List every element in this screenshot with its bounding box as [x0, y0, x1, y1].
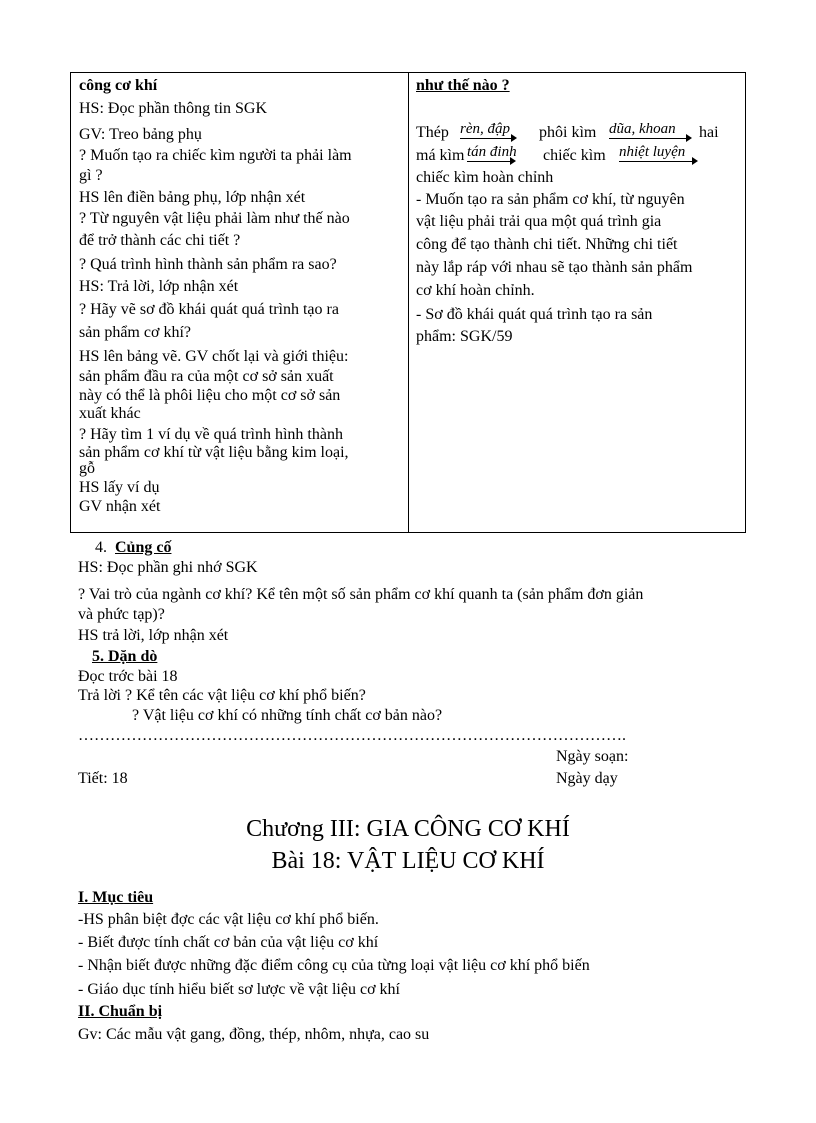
homework-line: Đọc trớc bài 18 [78, 668, 178, 685]
lesson-title: Bài 18: VẬT LIỆU CƠ KHÍ [271, 848, 545, 874]
teach-date-label: Ngày dạy [556, 770, 618, 787]
left-line: HS lấy ví dụ [79, 479, 160, 496]
flow-text: Thép [416, 124, 449, 141]
arrow-head-icon [510, 157, 516, 165]
left-line: gỗ [79, 460, 95, 477]
left-line: ? Muốn tạo ra chiếc kìm người ta phải làm [79, 147, 352, 164]
consolidation-line: và phức tạp)? [78, 606, 165, 623]
flow-text: chiếc kìm [543, 147, 606, 164]
period-label: Tiết: 18 [78, 770, 128, 787]
flow-arrow [467, 161, 511, 162]
flow-arrow [619, 161, 693, 162]
consolidation-heading: Củng cố [115, 539, 172, 556]
flow-text: hai [699, 124, 719, 141]
left-line: sản phẩm cơ khí? [79, 324, 191, 341]
flow-step-label: nhiệt luyện [619, 144, 686, 160]
flow-text: chiếc kìm hoàn chỉnh [416, 169, 554, 186]
left-line: ? Hãy vẽ sơ đồ khái quát quá trình tạo ra [79, 301, 339, 318]
consolidation-line: HS trả lời, lớp nhận xét [78, 627, 229, 644]
flow-text: phôi kìm [539, 124, 597, 141]
left-line: GV nhận xét [79, 498, 161, 515]
homework-line: ? Vật liệu cơ khí có những tính chất cơ bản nào? [132, 707, 443, 724]
left-line: ? Hãy tìm 1 ví dụ về quá trình hình thành [79, 426, 343, 443]
left-line: sản phẩm đầu ra của một cơ sở sản xuất [79, 368, 334, 385]
flow-step-label: tán đinh [467, 144, 517, 160]
consolidation-number: 4. [95, 539, 107, 556]
left-heading: công cơ khí [79, 77, 158, 94]
objective-item: -HS phân biệt đợc các vật liệu cơ khí phổ biến. [78, 911, 379, 928]
flow-arrow [460, 138, 512, 139]
table-divider [408, 73, 409, 532]
right-line: này lắp ráp với nhau sẽ tạo thành sản phẩm [416, 259, 693, 276]
right-line: công để tạo thành chi tiết. Những chi tiết [416, 236, 678, 253]
homework-line: Trả lời ? Kể tên các vật liệu cơ khí phổ biến? [78, 687, 366, 704]
left-line: GV: Treo bảng phụ [79, 126, 202, 143]
flow-step-label: rèn, đập [460, 121, 510, 137]
left-line: ? Từ nguyên vật liệu phải làm như thế nào [79, 210, 350, 227]
left-line: này có thể là phôi liệu cho một cơ sở sản [79, 387, 341, 404]
right-line: - Sơ đồ khái quát quá trình tạo ra sản [416, 306, 653, 323]
left-line: HS: Trả lời, lớp nhận xét [79, 278, 239, 295]
arrow-head-icon [686, 134, 692, 142]
flow-arrow [609, 138, 687, 139]
left-line: HS lên bảng vẽ. GV chốt lại và giới thiệu: [79, 348, 349, 365]
preparation-item: Gv: Các mẫu vật gang, đồng, thép, nhôm, nhựa, cao su [78, 1026, 430, 1043]
right-line: phẩm: SGK/59 [416, 328, 513, 345]
left-line: HS: Đọc phần thông tin SGK [79, 100, 267, 117]
left-line: HS lên điền bảng phụ, lớp nhận xét [79, 189, 306, 206]
left-line: sản phẩm cơ khí từ vật liệu bằng kim loại, [79, 444, 349, 461]
arrow-head-icon [511, 134, 517, 142]
right-line: vật liệu phải trải qua một quá trình gia [416, 213, 662, 230]
consolidation-line: HS: Đọc phần ghi nhớ SGK [78, 559, 258, 576]
right-line: cơ khí hoàn chỉnh. [416, 282, 535, 299]
objective-item: - Giáo dục tính hiểu biết sơ lược về vật liệu cơ khí [78, 981, 400, 998]
left-line: gì ? [79, 167, 103, 184]
consolidation-line: ? Vai trò của ngành cơ khí? Kể tên một số sản phẩm cơ khí quanh ta (sản phẩm đơn giản [78, 586, 644, 603]
prep-date-label: Ngày soạn: [556, 748, 629, 765]
right-line: - Muốn tạo ra sản phẩm cơ khí, từ nguyên [416, 191, 685, 208]
flow-text: má kìm [416, 147, 465, 164]
dotted-separator: …………………………………………………………………………………………. [78, 727, 626, 744]
left-line: ? Quá trình hình thành sản phẩm ra sao? [79, 256, 337, 273]
objectives-heading: I. Mục tiêu [78, 889, 154, 906]
right-heading: như thế nào ? [416, 77, 510, 94]
homework-heading: 5. Dặn dò [92, 648, 158, 665]
objective-item: - Nhận biết được những đặc điểm công cụ của từng loại vật liệu cơ khí phổ biến [78, 957, 590, 974]
objective-item: - Biết được tính chất cơ bản của vật liệu cơ khí [78, 934, 379, 951]
chapter-title: Chương III: GIA CÔNG CƠ KHÍ [246, 816, 570, 842]
arrow-head-icon [692, 157, 698, 165]
lesson-table [70, 72, 746, 533]
preparation-heading: II. Chuẩn bị [78, 1003, 163, 1020]
left-line: xuất khác [79, 405, 141, 422]
flow-step-label: dũa, khoan [609, 121, 676, 137]
left-line: để trở thành các chi tiết ? [79, 232, 241, 249]
